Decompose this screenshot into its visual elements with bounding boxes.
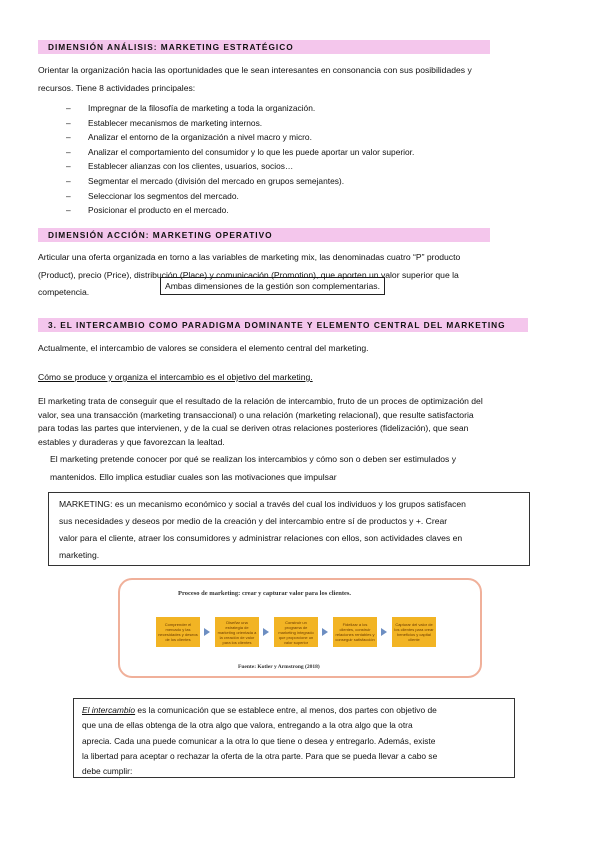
process-step: Capturar del valor de los clientes para crear beneficios y capital cliente bbox=[392, 617, 436, 647]
process-step: Construir un programa de marketing integrado que proporcione un valor superior bbox=[274, 617, 318, 647]
dash-bullet: – bbox=[66, 103, 71, 113]
section1-intro-line: Orientar la organización hacia las oportunidades que le sean interesantes en consonancia con sus posibilidades y bbox=[38, 65, 472, 75]
arrow-right-icon bbox=[204, 628, 210, 636]
dash-bullet: – bbox=[66, 190, 71, 201]
figure-source: Fuente: Kotler y Armstrong (2018) bbox=[238, 664, 320, 670]
arrow-right-icon bbox=[322, 628, 328, 636]
list-item-text: Establecer mecanismos de marketing internos. bbox=[88, 117, 263, 128]
list-item bbox=[66, 204, 566, 219]
arrow-right-icon bbox=[263, 628, 269, 636]
section-heading-marketing-estrategico: DIMENSIÓN ANÁLISIS: MARKETING ESTRATÉGICO bbox=[38, 40, 490, 54]
exchange-definition-box bbox=[73, 698, 515, 778]
list-item-text: Impregnar de la filosofía de marketing a toda la organización. bbox=[88, 103, 316, 113]
section-heading-intercambio: 3. EL INTERCAMBIO COMO PARADIGMA DOMINANTE Y ELEMENTO CENTRAL DEL MARKETING bbox=[38, 318, 528, 332]
dash-bullet: – bbox=[66, 205, 71, 216]
list-item bbox=[66, 160, 566, 175]
exchange-term: El intercambio bbox=[82, 705, 136, 715]
list-item-text: Posicionar el producto en el mercado. bbox=[88, 205, 229, 216]
marketing-definition-box bbox=[48, 492, 530, 566]
section3-p1: Actualmente, el intercambio de valores se considera el elemento central del marketing. bbox=[38, 343, 369, 353]
definition-line: MARKETING: es un mecanismo económico y social a través del cual los individuos y los grupos satisfacen bbox=[59, 499, 466, 509]
list-item-text: Establecer alianzas con los clientes, usuarios, socios… bbox=[88, 161, 294, 172]
section3-objective: Cómo se produce y organiza el intercambio es el objetivo del marketing. bbox=[38, 372, 313, 382]
section3-p4-line: mantenidos. Ello implica estudiar cuales son las motivaciones que impulsar bbox=[50, 471, 337, 482]
section-heading-marketing-operativo: DIMENSIÓN ACCIÓN: MARKETING OPERATIVO bbox=[38, 228, 490, 242]
arrow-right-icon bbox=[381, 628, 387, 636]
section3-p4 bbox=[50, 451, 590, 486]
section1-intro-line: recursos. Tiene 8 actividades principales: bbox=[38, 82, 196, 93]
dash-bullet: – bbox=[66, 161, 71, 172]
complementary-note: Ambas dimensiones de la gestión son complementarias. bbox=[160, 277, 385, 295]
list-item-text: Segmentar el mercado (división del mercado en grupos semejantes). bbox=[88, 175, 345, 186]
process-step: Comprender el mercado y las necesidades y deseos de los clientes bbox=[156, 617, 200, 647]
list-item bbox=[66, 102, 566, 117]
section3-p3-line: El marketing trata de conseguir que el resultado de la relación de intercambio, fruto de un proces de optimización del bbox=[38, 396, 483, 406]
exchange-line: aprecia. Cada una puede comunicar a la otra lo que tiene o desea y entregarlo. Además, existe bbox=[82, 735, 436, 746]
list-item bbox=[66, 131, 566, 146]
list-item bbox=[66, 146, 566, 161]
exchange-first-line bbox=[82, 703, 514, 718]
dash-bullet: – bbox=[66, 117, 71, 128]
exchange-first-line-rest: es la comunicación que se establece entre, al menos, dos partes con objetivo de bbox=[135, 705, 437, 715]
figure-title: Proceso de marketing: crear y capturar valor para los clientes. bbox=[178, 590, 352, 597]
section2-line: Articular una oferta organizada en torno a las variables de marketing mix, las denominadas cuatro “P” producto bbox=[38, 252, 461, 262]
activities-list bbox=[66, 102, 566, 219]
list-item-text: Seleccionar los segmentos del mercado. bbox=[88, 190, 239, 201]
list-item-text: Analizar el entorno de la organización a nivel macro y micro. bbox=[88, 132, 312, 143]
section1-intro bbox=[38, 62, 578, 97]
section3-p3-line: para todas las partes que intervienen, y de la cual se deriven otras relaciones posteriores (fidelización), que sean bbox=[38, 423, 469, 433]
section3-p3-line: estables y duraderas y que favorezcan la lealtad. bbox=[38, 436, 225, 447]
definition-line: marketing. bbox=[59, 550, 100, 560]
dash-bullet: – bbox=[66, 146, 71, 157]
section3-p3-line: valor, sea una transacción (marketing transaccional) o una relación (marketing relacional), que resulte satisfactoria bbox=[38, 409, 474, 420]
marketing-process-figure bbox=[118, 578, 482, 678]
section3-p3 bbox=[38, 395, 588, 449]
exchange-line: debe cumplir: bbox=[82, 766, 133, 777]
exchange-text bbox=[82, 703, 514, 779]
list-item bbox=[66, 175, 566, 190]
process-step: Diseñar una estrategia de marketing orientada a la creación de valor para los clientes bbox=[215, 617, 259, 647]
section2-line: competencia. bbox=[38, 287, 90, 297]
list-item bbox=[66, 117, 566, 132]
dash-bullet: – bbox=[66, 175, 71, 186]
section2-line: (Product), precio (Price), distribución (Place) y comunicación (Promotion), que aporten un valor superior que la bbox=[38, 269, 459, 280]
list-item-text: Analizar el comportamiento del consumidor y lo que les puede aportar un valor superior. bbox=[88, 146, 415, 157]
section3-p4-line: El marketing pretende conocer por qué se realizan los intercambios y cómo son o deben ser estimulados y bbox=[50, 454, 457, 464]
exchange-line: que una de ellas obtenga de la otra algo que valora, entregando a la otra algo que la otra bbox=[82, 720, 413, 731]
definition-line: valor para el cliente, atraer los consumidores y administrar relaciones con ellos, son actividades claves en bbox=[59, 533, 463, 543]
definition-line: sus necesidades y deseos por medio de la creación y del intercambio entre sí de productos y +. Crear bbox=[59, 516, 448, 526]
dash-bullet: – bbox=[66, 132, 71, 143]
definition-text bbox=[59, 496, 529, 564]
process-step: Fidelizar a los clientes, construir relaciones rentables y conseguir satisfacción bbox=[333, 617, 377, 647]
exchange-line: la libertad para aceptar o rechazar la oferta de la otra parte. Para que se pueda llevar a cabo se bbox=[82, 750, 438, 761]
list-item bbox=[66, 190, 566, 205]
